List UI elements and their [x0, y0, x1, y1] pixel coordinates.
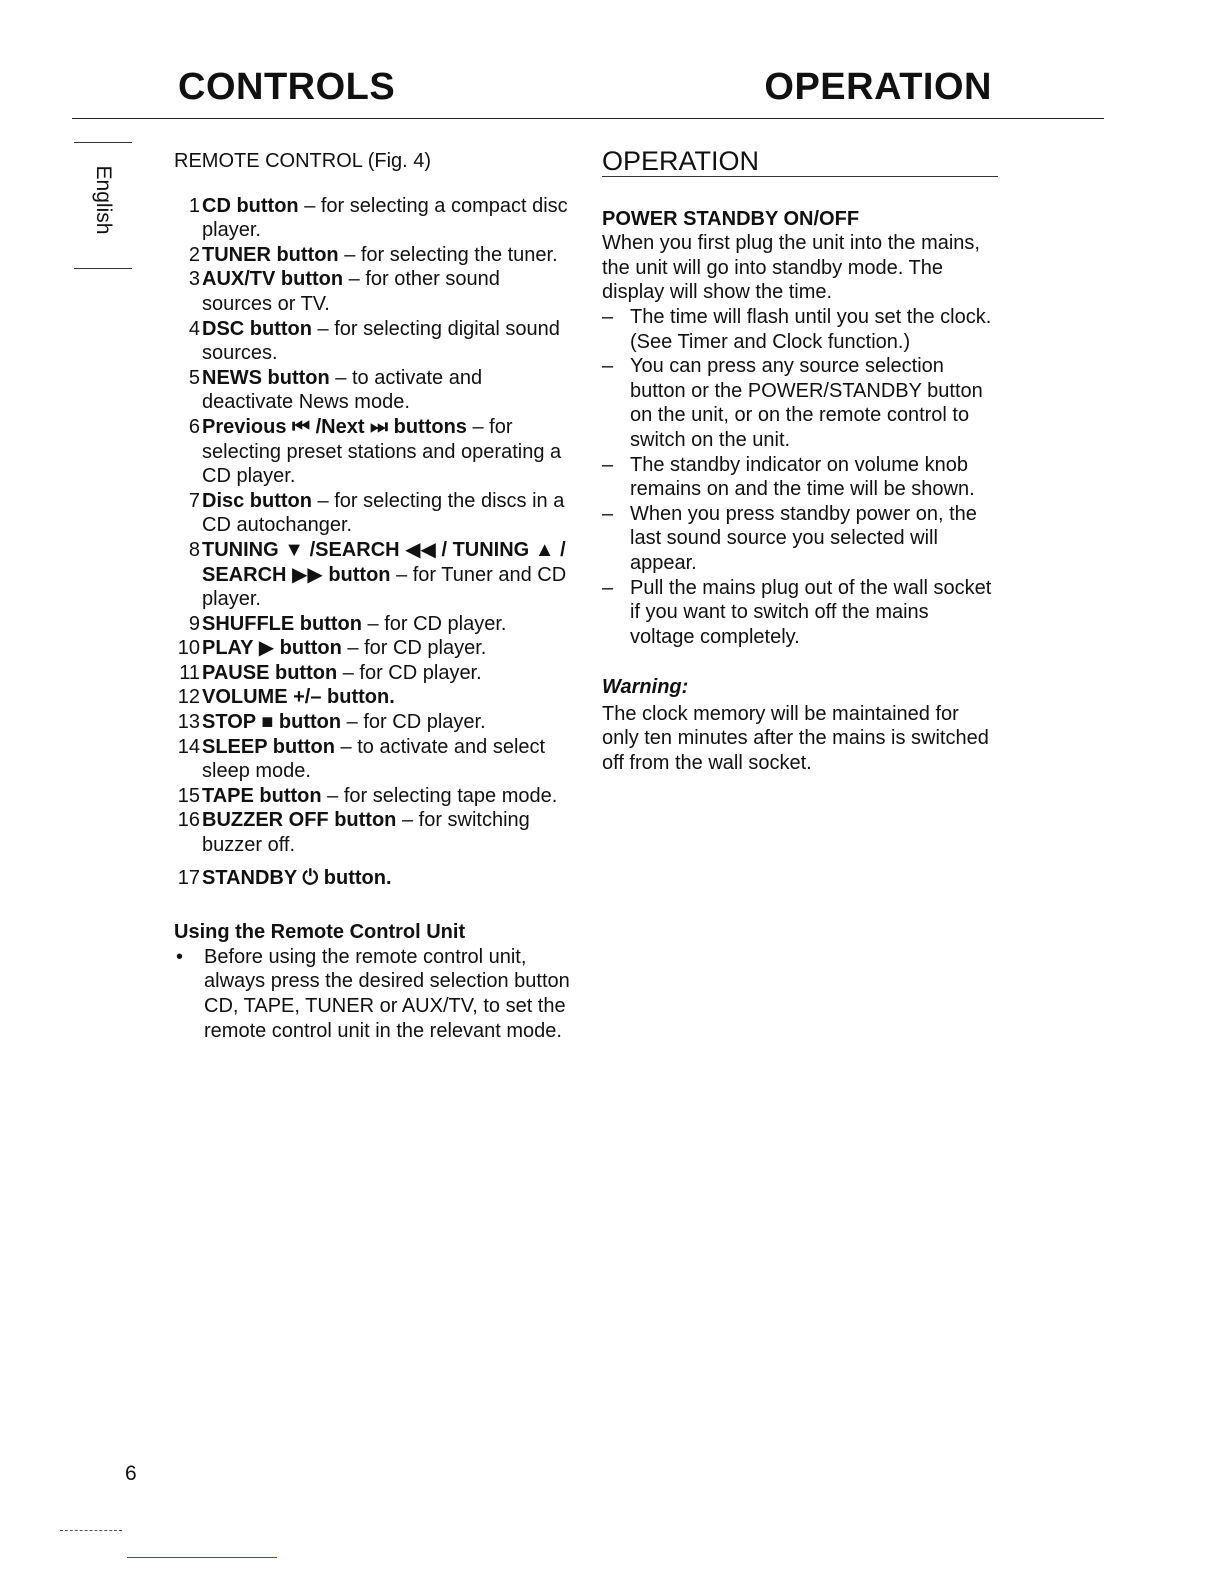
list-item: 16 BUZZER OFF button – for switching buzzer off. [177, 809, 530, 857]
list-item: – Pull the mains plug out of the wall socket if you want to switch off the mains voltage completely. [602, 576, 992, 648]
tab-divider-top [74, 142, 132, 143]
list-item: 5 NEWS button – to activate and deactivate News mode. [188, 366, 483, 414]
remote-usage-bullet: • Before using the remote control unit, always press the desired selection button CD, TAPE, TUNER or AUX/TV, to set the remote control unit in the relevant mode. [176, 945, 570, 1042]
list-item: – The time will flash until you set the clock. (See Timer and Clock function.) [602, 305, 992, 353]
list-item: 13 STOP ■ button – for CD player. [177, 711, 486, 734]
tab-divider-bottom [74, 268, 132, 269]
language-tab: English [92, 165, 115, 235]
list-item: 7 Disc button – for selecting the discs in a CD autochanger. [188, 489, 565, 537]
right-column [602, 146, 998, 776]
list-item: – You can press any source selection button or the POWER/STANDBY button on the unit, or on the remote control to switch on the unit. [602, 355, 983, 451]
list-item: 15 TAPE button – for selecting tape mode. [177, 784, 558, 807]
page-number: 6 [125, 1462, 137, 1485]
footer-rule [127, 1557, 277, 1558]
list-item: 1 CD button – for selecting a compact disc player. [188, 194, 568, 242]
bullet-mark: • [176, 945, 184, 968]
list-item: 2 TUNER button – for selecting the tuner. [188, 243, 558, 266]
header-controls-title: CONTROLS [178, 66, 396, 108]
list-item: 11 PAUSE button – for CD player. [179, 661, 482, 684]
list-item: 3 AUX/TV button – for other sound sources or TV. [188, 268, 500, 315]
list-item: 10 PLAY ▶ button – for CD player. [177, 637, 487, 660]
power-standby-heading: POWER STANDBY ON/OFF [602, 207, 860, 230]
operation-section-title: OPERATION [602, 149, 998, 177]
power-standby-intro: When you first plug the unit into the mains, the unit will go into standby mode. The display will show the time. [602, 232, 980, 304]
left-column [174, 149, 570, 1043]
header-rule [72, 118, 1104, 119]
controls-list [174, 194, 570, 891]
remote-usage-heading: Using the Remote Control Unit [174, 921, 466, 944]
list-item: 17 STANDBY ⏻ button. [177, 866, 392, 889]
warning-heading: Warning: [602, 676, 689, 699]
list-item: 8 TUNING ▼ /SEARCH ◀◀ / TUNING ▲ / SEARCH ▶▶ button – for Tuner and CD player. [188, 538, 567, 611]
list-item: 12 VOLUME +/– button. [177, 686, 395, 709]
footer-mark [60, 1530, 122, 1531]
warning-text: The clock memory will be maintained for only ten minutes after the mains is switched off from the wall socket. [602, 702, 989, 775]
list-item: 6 Previous ⏮ /Next ⏭ buttons – for selecting preset stations and operating a CD player. [188, 415, 562, 488]
list-item: 4 DSC button – for selecting digital sound sources. [188, 317, 560, 365]
list-item: – The standby indicator on volume knob remains on and the time will be shown. [602, 453, 975, 501]
remote-control-title: REMOTE CONTROL (Fig. 4) [174, 150, 432, 172]
header-operation-title: OPERATION [764, 66, 992, 108]
list-item: 9 SHUFFLE button – for CD player. [188, 612, 507, 635]
list-item: – When you press standby power on, the last sound source you selected will appear. [602, 502, 977, 574]
list-item: 14 SLEEP button – to activate and select sleep mode. [177, 735, 546, 783]
